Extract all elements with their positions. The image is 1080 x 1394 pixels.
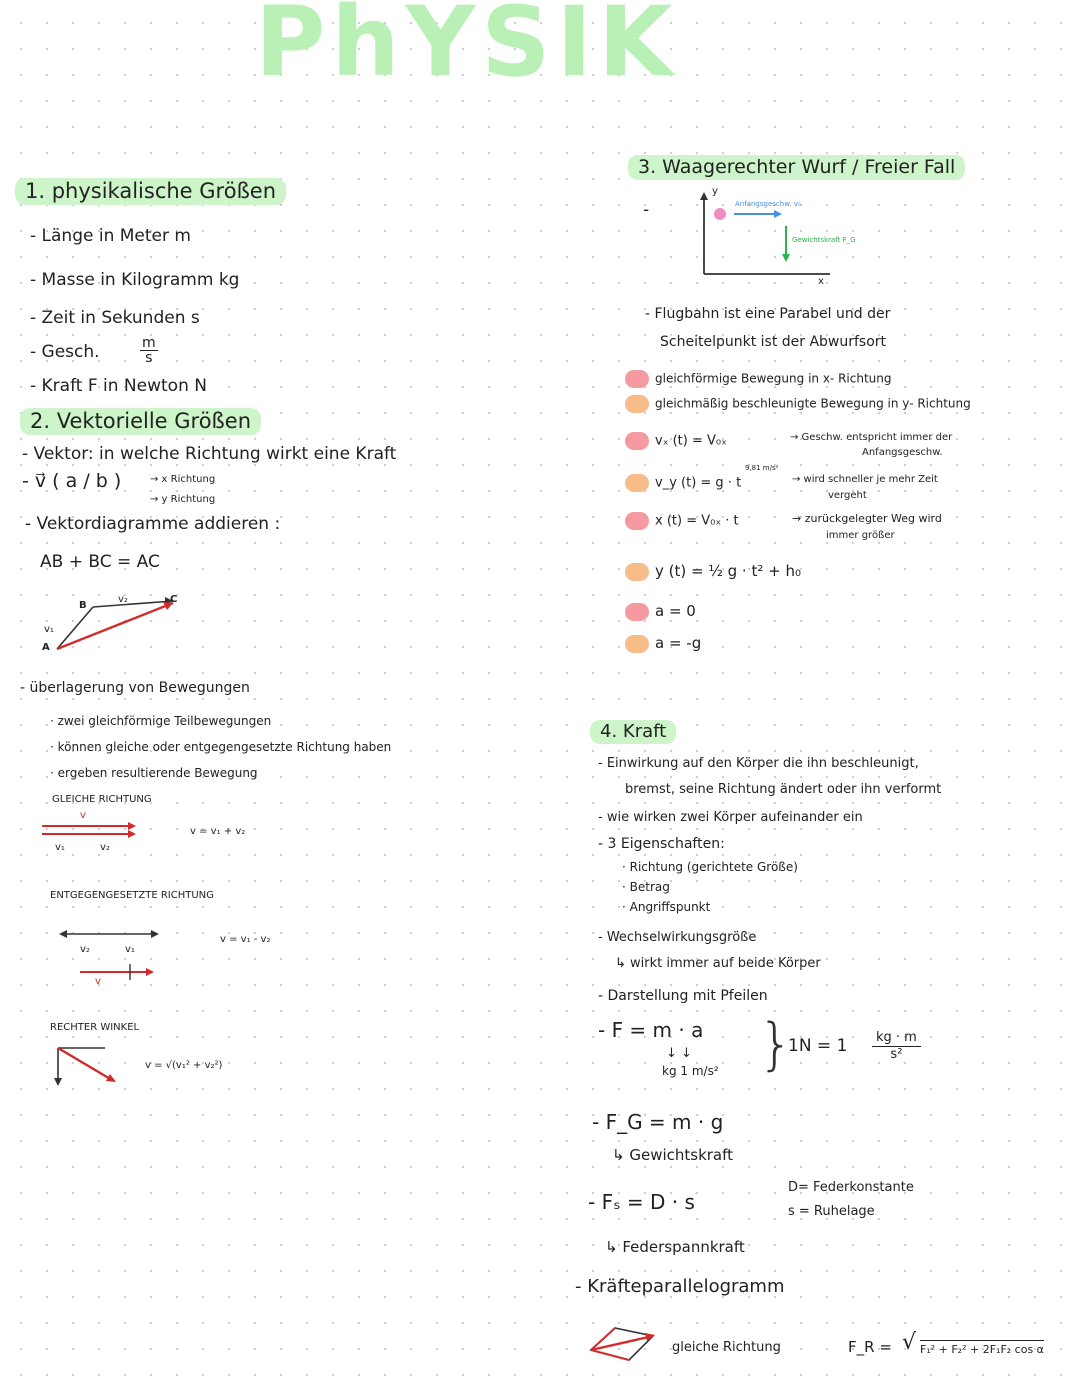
- orange-marker: [625, 563, 649, 581]
- point-c-label: C: [170, 594, 178, 605]
- right-angle-diagram: [50, 1040, 130, 1090]
- kraft-line-2: bremst, seine Richtung ändert oder ihn verformt: [625, 782, 942, 797]
- formula-a-zero-text: a = 0: [655, 602, 696, 620]
- unit-fraction: [140, 336, 158, 365]
- opp-v1-label: v₁: [125, 944, 135, 955]
- formula-fg-note: ↳ Gewichtskraft: [612, 1146, 734, 1164]
- formula-fma-arrows: ↓ ↓: [666, 1046, 692, 1061]
- eigenschaft-3: · Angriffspunkt: [622, 900, 711, 914]
- legend-pink: [625, 370, 891, 388]
- legend-orange: [625, 395, 971, 413]
- v1-label: v₁: [44, 624, 54, 635]
- orange-marker: [625, 395, 649, 413]
- point-b-label: B: [79, 600, 87, 611]
- point-a-label: A: [42, 642, 50, 653]
- anfangsgeschw-label: Anfangsgeschw. v₀: [735, 200, 801, 208]
- formula-fg: - F_G = m · g: [592, 1110, 724, 1134]
- formula-x-note-2: immer größer: [826, 530, 895, 541]
- ueber-item-1: · zwei gleichförmige Teilbewegungen: [50, 714, 272, 728]
- ruhelage-label: s = Ruhelage: [788, 1204, 875, 1219]
- item-kraft: - Kraft F in Newton N: [30, 376, 207, 396]
- kraefteparallelogramm-label: - Kräfteparallelogramm: [575, 1276, 785, 1297]
- newton-definition: 1N = 1: [788, 1036, 848, 1056]
- ueber-item-2: · können gleiche oder entgegengesetzte Richtung haben: [50, 740, 392, 754]
- gleiche-richtung-text: gleiche Richtung: [672, 1340, 781, 1355]
- formula-x-note-1: → zurückgelegter Weg wird: [792, 512, 942, 525]
- resultant-formula: F₁² + F₂² + 2F₁F₂ cos α: [920, 1340, 1044, 1356]
- eigenschaft-2: · Betrag: [622, 880, 670, 894]
- formula-y: [625, 562, 801, 581]
- page-title: PhYSIK: [255, 0, 679, 98]
- item-laenge: - Länge in Meter m: [30, 226, 191, 246]
- formula-x: [625, 512, 739, 530]
- rechter-winkel-label: RECHTER WINKEL: [50, 1022, 140, 1033]
- dash: -: [643, 200, 650, 220]
- same-v2-label: v₂: [100, 842, 110, 853]
- kraft-line-5: - Wechselwirkungsgröße: [598, 930, 757, 945]
- same-direction-arrows: [40, 812, 150, 846]
- formula-fs: - Fₛ = D · s: [588, 1190, 695, 1214]
- formula-vx-text: vₓ (t) = V₀ₓ: [655, 433, 727, 449]
- formula-vy-note-2: vergeht: [828, 490, 867, 501]
- section-2-heading: 2. Vektorielle Größen: [20, 408, 261, 435]
- x-axis-label: x: [818, 276, 824, 287]
- opp-v2-label: v₂: [80, 944, 90, 955]
- root-sign: √: [902, 1330, 917, 1355]
- legend-orange-text: gleichmäßig beschleunigte Bewegung in y- Richtung: [655, 396, 971, 411]
- y-axis-label: y: [712, 186, 718, 197]
- formula-y-text: y (t) = ½ g · t² + h₀: [655, 562, 801, 580]
- unit-den: s: [145, 350, 153, 366]
- item-zeit: - Zeit in Sekunden s: [30, 308, 200, 328]
- formula-a-g: [625, 634, 701, 653]
- opposite-direction-equation: v = v₁ - v₂: [220, 934, 271, 945]
- right-angle-equation: v = √(v₁² + v₂²): [145, 1060, 223, 1071]
- formula-a-g-text: a = -g: [655, 634, 702, 652]
- vektordiagramme-label: - Vektordiagramme addieren :: [25, 514, 281, 534]
- same-v1-label: v₁: [55, 842, 65, 853]
- orange-marker: [625, 474, 649, 492]
- unit-num: m: [142, 335, 156, 351]
- formula-vx: [625, 432, 727, 450]
- pink-marker: [625, 370, 649, 388]
- resultant-label: F_R =: [848, 1338, 892, 1356]
- kraft-line-3: - wie wirken zwei Körper aufeinander ein: [598, 810, 863, 825]
- legend-pink-text: gleichförmige Bewegung in x- Richtung: [655, 371, 892, 386]
- kraft-line-7: - Darstellung mit Pfeilen: [598, 988, 768, 1004]
- parallelogram-diagram: [585, 1322, 665, 1368]
- vector-y-label: → y Richtung: [150, 494, 216, 505]
- vektor-definition: - Vektor: in welche Richtung wirkt eine Kraft: [22, 444, 397, 464]
- v2-label: v₂: [118, 594, 128, 605]
- ueberlagerung-heading: - überlagerung von Bewegungen: [20, 680, 250, 696]
- item-masse: - Masse in Kilogramm kg: [30, 270, 240, 290]
- opp-v-label: v: [95, 976, 101, 987]
- formula-fma-units: kg 1 m/s²: [662, 1064, 719, 1078]
- formula-a-zero: [625, 602, 696, 621]
- pink-marker: [625, 432, 649, 450]
- orange-marker: [625, 635, 649, 653]
- vector-addition-equation: AB + BC = AC: [40, 552, 160, 572]
- item-gesch: - Gesch.: [30, 342, 100, 362]
- same-direction-equation: v = v₁ + v₂: [190, 826, 246, 837]
- newton-num: kg · m: [872, 1030, 921, 1047]
- formula-fs-note: ↳ Federspannkraft: [605, 1238, 745, 1256]
- flugbahn-line-2: Scheitelpunkt ist der Abwurfsort: [660, 334, 887, 350]
- formula-vy: [625, 474, 741, 492]
- pink-marker: [625, 512, 649, 530]
- formula-x-text: x (t) = V₀ₓ · t: [655, 513, 739, 529]
- section-1-heading: 1. physikalische Größen: [15, 178, 286, 205]
- ueber-item-3: · ergeben resultierende Bewegung: [50, 766, 258, 780]
- kraft-line-1: - Einwirkung auf den Körper die ihn beschleunigt,: [598, 756, 919, 771]
- opposite-direction-arrows: [55, 920, 175, 990]
- same-v-label: v: [80, 810, 86, 821]
- formula-vy-note-1: → wird schneller je mehr Zeit: [792, 474, 938, 485]
- formula-fma: - F = m · a: [598, 1018, 704, 1042]
- section-3-heading: 3. Waagerechter Wurf / Freier Fall: [628, 155, 965, 180]
- gewichtskraft-label: Gewichtskraft F_G: [792, 236, 856, 244]
- gleiche-richtung-label: GLEICHE RICHTUNG: [52, 794, 152, 805]
- section-4-heading: 4. Kraft: [590, 720, 676, 744]
- brace: }: [758, 1012, 794, 1077]
- vector-symbol: - v⃗ ( a / b ): [22, 470, 122, 492]
- newton-fraction: [872, 1030, 921, 1063]
- pink-marker: [625, 603, 649, 621]
- formula-vx-note-1: → Geschw. entspricht immer der: [790, 432, 953, 443]
- formula-vy-text: v_y (t) = g · t: [655, 475, 742, 491]
- g-value: 9,81 m/s²: [745, 464, 779, 472]
- newton-den: s²: [890, 1047, 903, 1062]
- eigenschaft-1: · Richtung (gerichtete Größe): [622, 860, 798, 874]
- kraft-line-6: ↳ wirkt immer auf beide Körper: [615, 956, 821, 971]
- federkonstante-label: D= Federkonstante: [788, 1180, 914, 1195]
- flugbahn-line-1: - Flugbahn ist eine Parabel und der: [645, 306, 891, 322]
- vector-x-label: → x Richtung: [150, 474, 216, 485]
- entgegen-richtung-label: ENTGEGENGESETZTE RICHTUNG: [50, 890, 214, 901]
- formula-vx-note-2: Anfangsgeschw.: [862, 447, 943, 458]
- kraft-line-4: - 3 Eigenschaften:: [598, 836, 725, 852]
